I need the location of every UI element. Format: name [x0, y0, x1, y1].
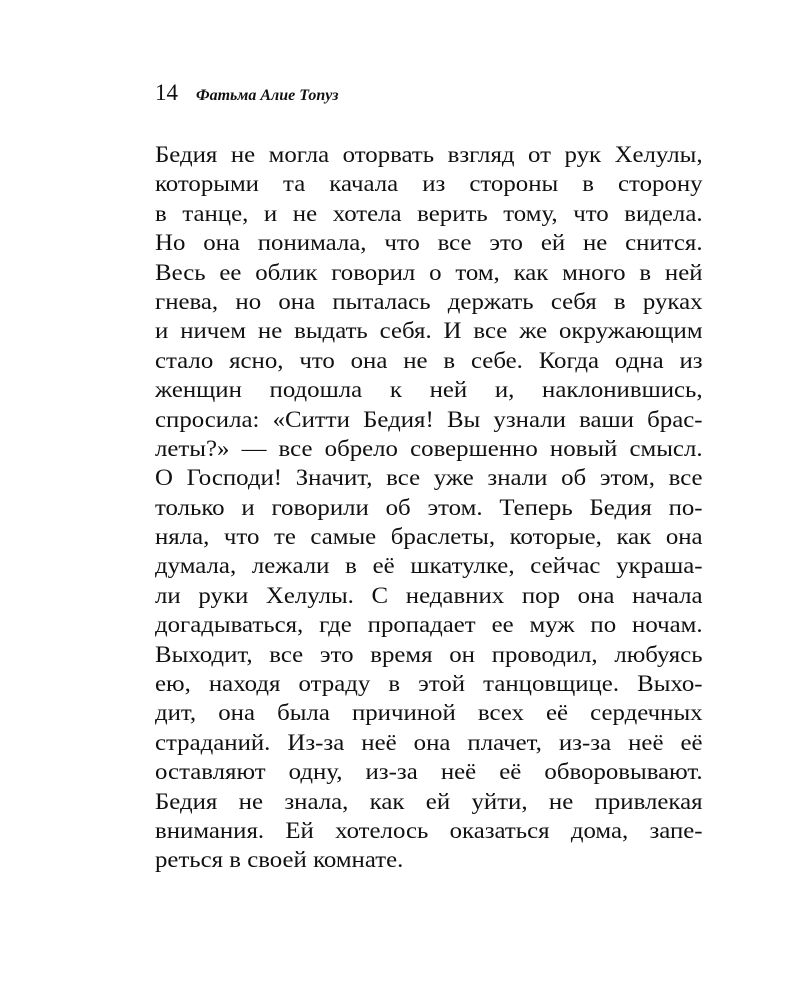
text-line: женщин подошла к ней и, наклонившись, [155, 377, 703, 403]
body-text [155, 140, 747, 875]
running-header [155, 80, 338, 110]
text-line: страданий. Из-за неё она плачет, из-за неё её [155, 729, 703, 755]
text-line: думала, лежали в её шкатулке, сейчас украша- [155, 553, 703, 579]
text-line: Выходит, все это время он проводил, любуясь [155, 641, 703, 667]
text-line: няла, что те самые браслеты, которые, как она [155, 524, 703, 550]
text-line: дит, она была причиной всех её сердечных [155, 700, 703, 726]
text-line: леты?» — все обрело совершенно новый смысл. [155, 435, 703, 461]
page-number: 14 [155, 80, 178, 105]
text-line: О Господи! Значит, все уже знали об этом, все [155, 465, 703, 491]
text-line: реться в своей комнате. [155, 847, 404, 873]
text-line: спросила: «Ситти Бедия! Вы узнали ваши брас- [155, 406, 703, 432]
text-line: гнева, но она пыталась держать себя в руках [155, 288, 703, 314]
text-line: которыми та качала из стороны в сторону [155, 171, 703, 197]
text-line: Весь ее облик говорил о том, как много в ней [155, 259, 703, 285]
text-line: в танце, и не хотела верить тому, что видела. [155, 200, 703, 226]
text-line: Бедия не могла оторвать взгляд от рук Хелулы, [155, 142, 703, 167]
text-line: ею, находя отраду в этой танцовщице. Выхо- [155, 671, 703, 697]
text-line: только и говорили об этом. Теперь Бедия по- [155, 494, 703, 520]
text-line: стало ясно, что она не в себе. Когда одна из [155, 347, 703, 373]
text-line: оставляют одну, из-за неё её обворовывают. [155, 759, 703, 785]
text-line: Бедия не знала, как ей уйти, не привлекая [155, 788, 703, 814]
text-line: догадываться, где пропадает ее муж по ночам. [155, 612, 703, 638]
text-line: Но она понимала, что все это ей не снится. [155, 230, 703, 256]
text-line: и ничем не выдать себя. И все же окружающим [155, 318, 703, 344]
text-line: внимания. Ей хотелось оказаться дома, запе- [155, 817, 703, 843]
running-title: Фатьма Алие Топуз [196, 87, 339, 104]
text-line: ли руки Хелулы. С недавних пор она начала [155, 582, 703, 608]
